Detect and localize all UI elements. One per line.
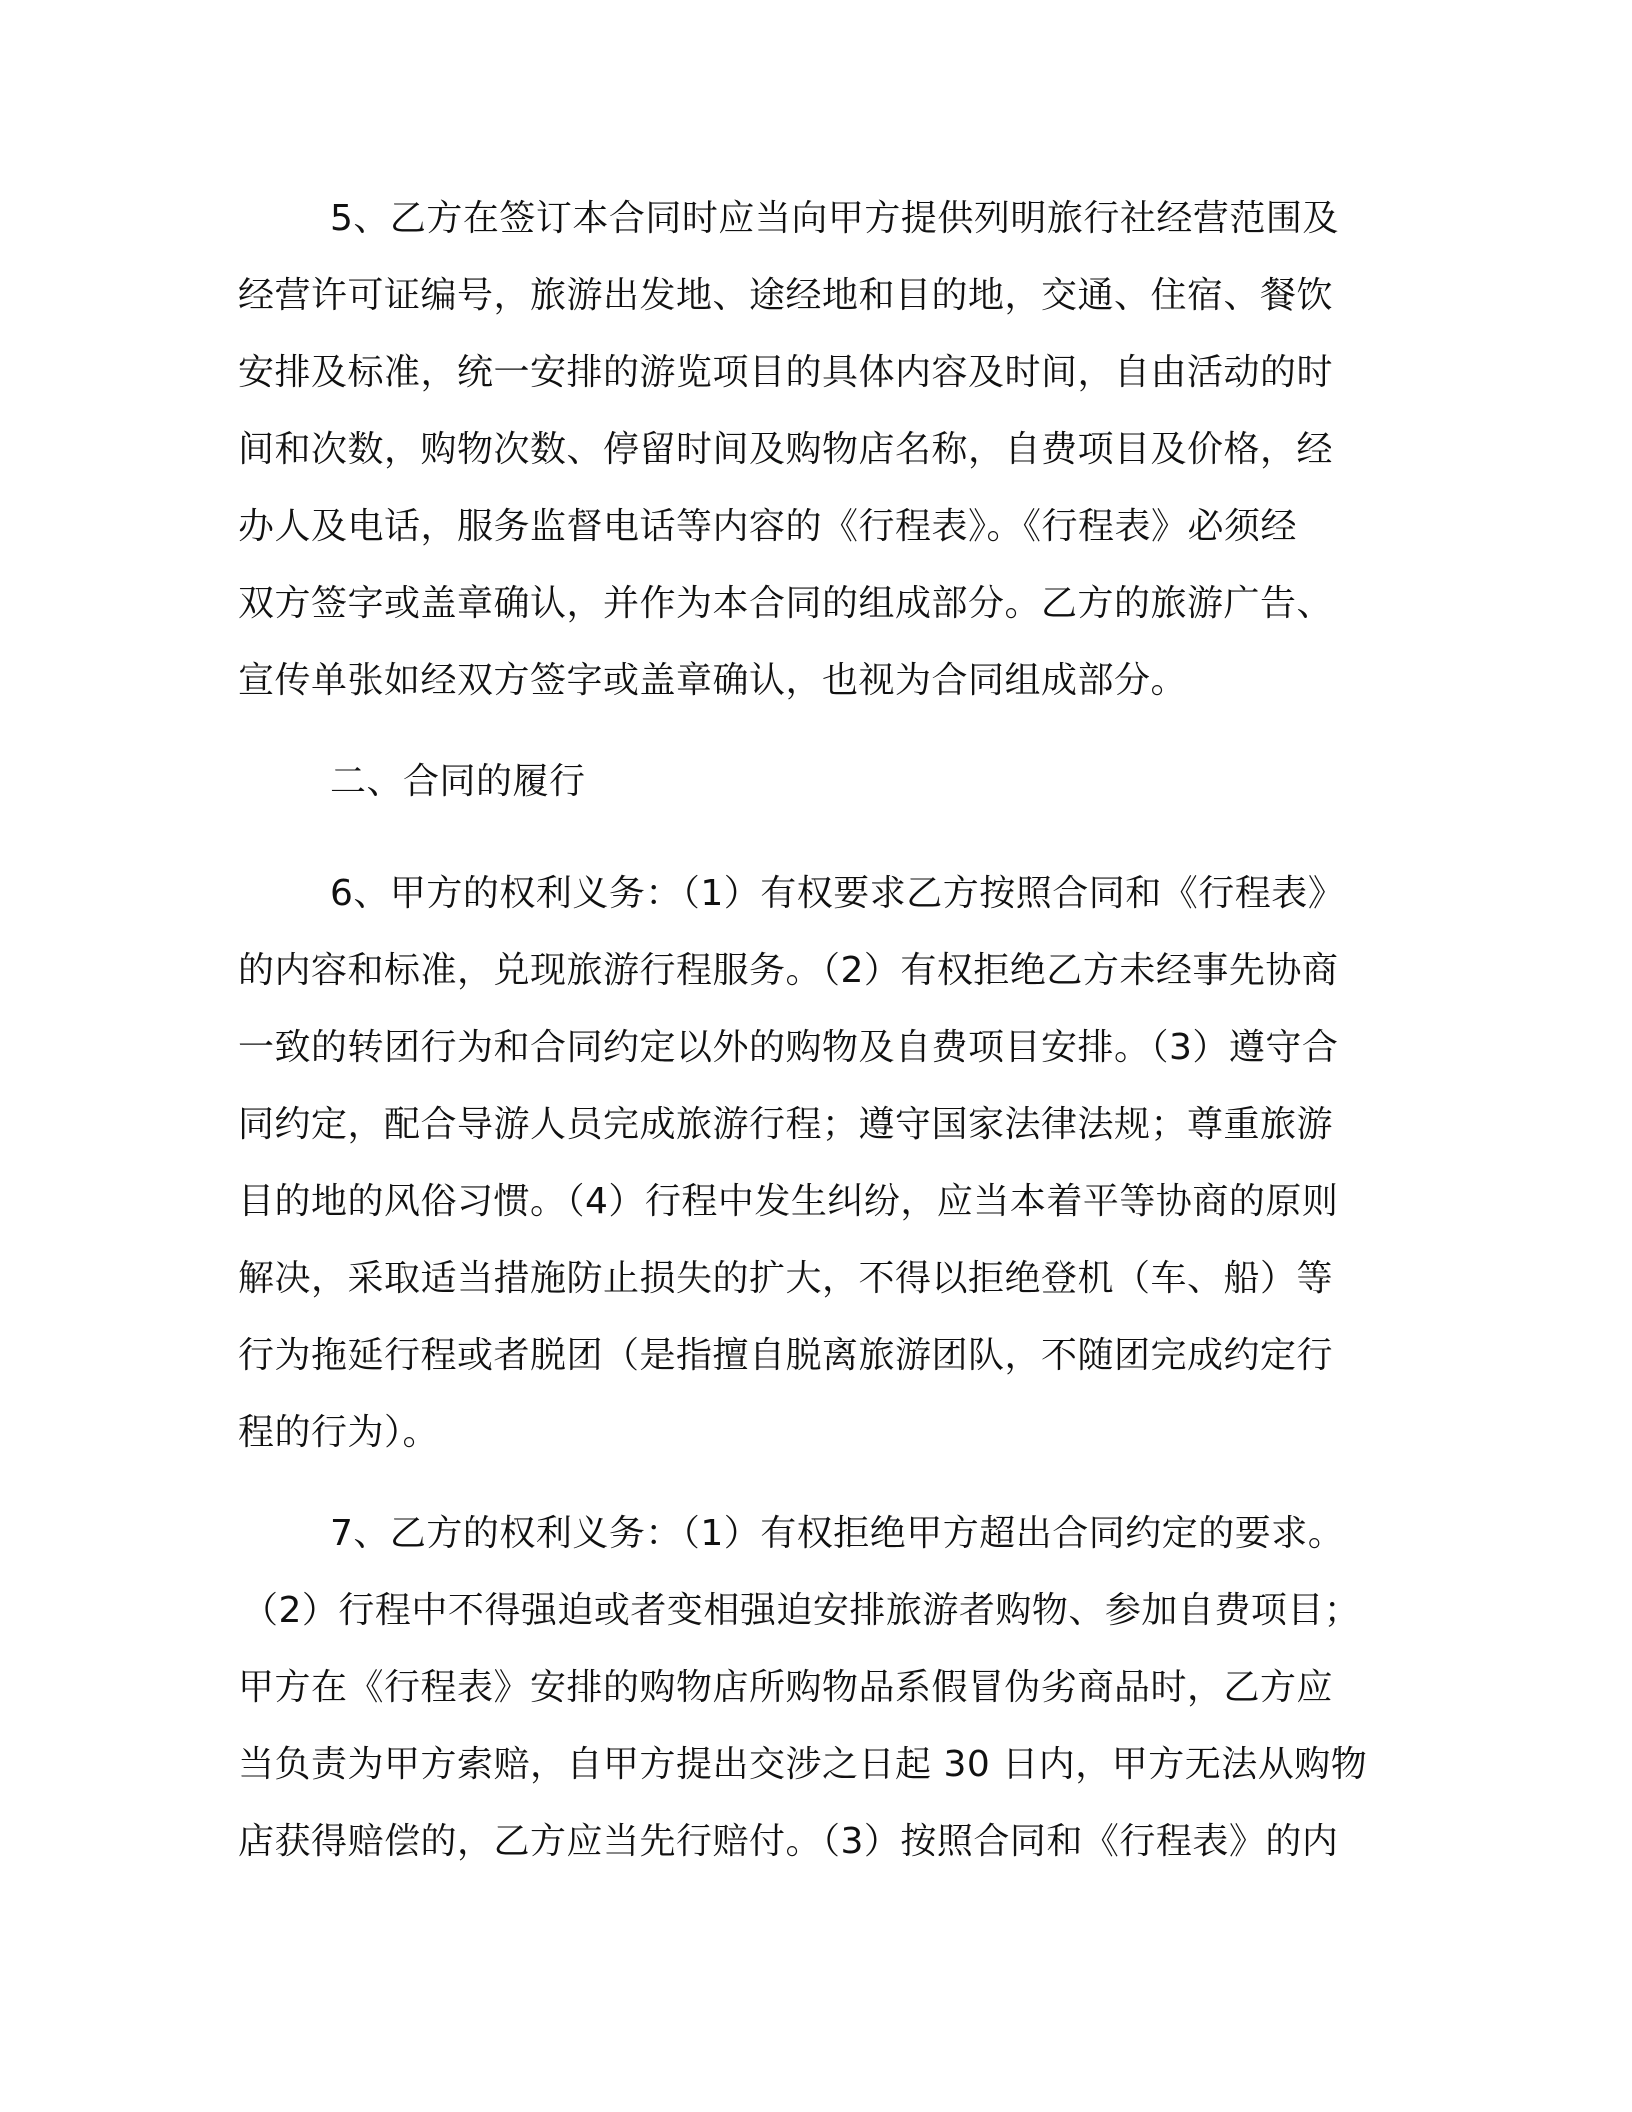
paragraph-line: 办人及电话，服务监督电话等内容的《行程表》。《行程表》必须经 bbox=[238, 506, 1298, 547]
paragraph-line: 间和次数，购物次数、停留时间及购物店名称，自费项目及价格，经 bbox=[238, 429, 1334, 470]
paragraph-6 bbox=[238, 855, 1378, 1471]
paragraph-line: 同约定，配合导游人员完成旅游行程；遵守国家法律法规；尊重旅游 bbox=[238, 1104, 1334, 1145]
paragraph-line: 程的行为）。 bbox=[238, 1412, 440, 1453]
section-heading-text: 二、合同的履行 bbox=[330, 761, 586, 802]
paragraph-5 bbox=[238, 180, 1378, 719]
paragraph-line: 的内容和标准，兑现旅游行程服务。（2）有权拒绝乙方未经事先协商 bbox=[238, 950, 1339, 991]
paragraph-line: （2）行程中不得强迫或者变相强迫安排旅游者购物、参加自费项目； bbox=[242, 1590, 1361, 1631]
paragraph-line: 6、甲方的权利义务：（1）有权要求乙方按照合同和《行程表》 bbox=[330, 873, 1345, 914]
paragraph-line: 双方签字或盖章确认，并作为本合同的组成部分。乙方的旅游广告、 bbox=[238, 583, 1334, 624]
paragraph-line: 经营许可证编号，旅游出发地、途经地和目的地，交通、住宿、餐饮 bbox=[238, 275, 1334, 316]
paragraph-line: 安排及标准，统一安排的游览项目的具体内容及时间，自由活动的时 bbox=[238, 352, 1334, 393]
paragraph-line: 目的地的风俗习惯。（4）行程中发生纠纷，应当本着平等协商的原则 bbox=[238, 1181, 1339, 1222]
paragraph-7 bbox=[238, 1495, 1378, 1880]
paragraph-line: 甲方在《行程表》安排的购物店所购物品系假冒伪劣商品时，乙方应 bbox=[238, 1667, 1334, 1708]
paragraph-line: 7、乙方的权利义务：（1）有权拒绝甲方超出合同约定的要求。 bbox=[330, 1513, 1345, 1554]
paragraph-line: 行为拖延行程或者脱团（是指擅自脱离旅游团队，不随团完成约定行 bbox=[238, 1335, 1334, 1376]
paragraph-line: 当负责为甲方索赔，自甲方提出交涉之日起 30 日内，甲方无法从购物 bbox=[238, 1744, 1368, 1785]
paragraph-line: 解决，采取适当措施防止损失的扩大，不得以拒绝登机（车、船）等 bbox=[238, 1258, 1334, 1299]
paragraph-line: 一致的转团行为和合同约定以外的购物及自费项目安排。（3）遵守合 bbox=[238, 1027, 1339, 1068]
section-heading bbox=[238, 743, 1378, 820]
paragraph-line: 店获得赔偿的，乙方应当先行赔付。（3）按照合同和《行程表》的内 bbox=[238, 1821, 1339, 1862]
paragraph-line: 宣传单张如经双方签字或盖章确认，也视为合同组成部分。 bbox=[238, 660, 1188, 701]
paragraph-line: 5、乙方在签订本合同时应当向甲方提供列明旅行社经营范围及 bbox=[330, 198, 1339, 239]
